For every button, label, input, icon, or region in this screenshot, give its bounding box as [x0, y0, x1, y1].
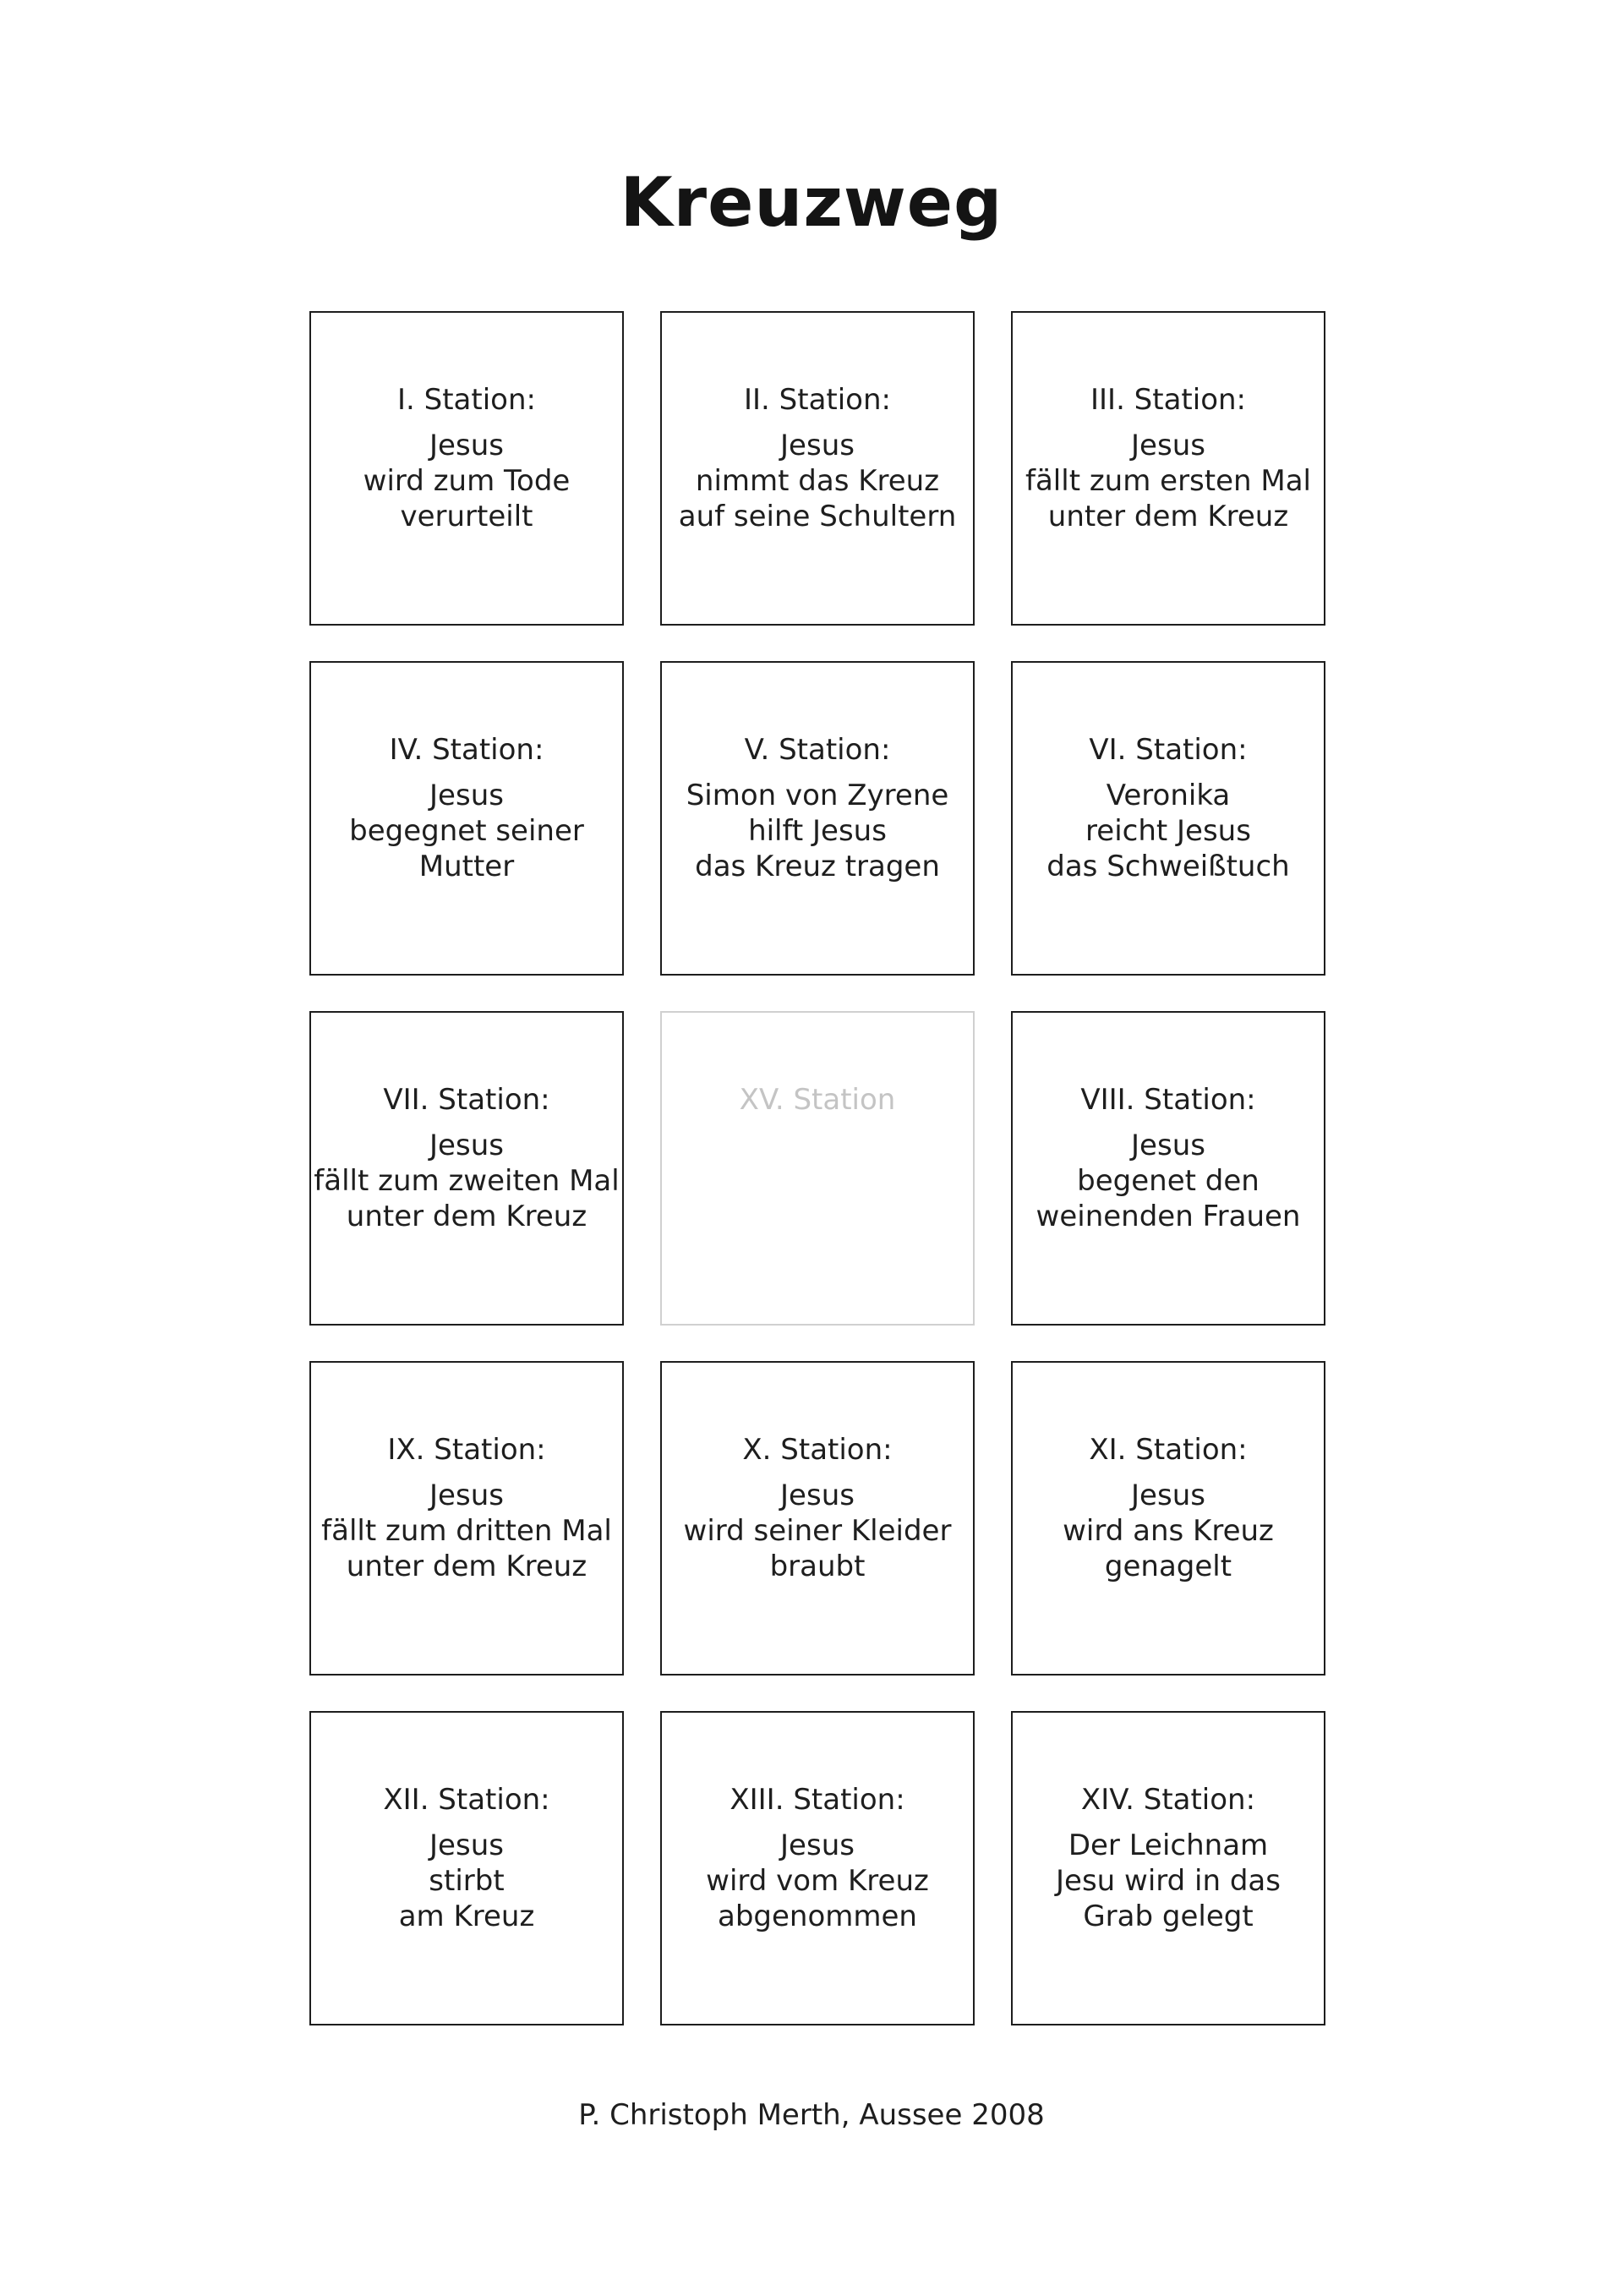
- station-text-line: Simon von Zyrene: [686, 779, 949, 812]
- station-text-line: begenet den: [1077, 1164, 1260, 1198]
- station-text-line: unter dem Kreuz: [1047, 500, 1289, 533]
- station-label: X. Station:: [742, 1433, 893, 1467]
- station-text-line: Grab gelegt: [1083, 1900, 1254, 1933]
- station-text-line: Jesus: [429, 1829, 504, 1862]
- station-text-line: Veronika: [1106, 779, 1231, 812]
- station-text-line: unter dem Kreuz: [346, 1550, 587, 1583]
- station-text-line: unter dem Kreuz: [346, 1200, 587, 1233]
- station-text-line: stirbt: [429, 1864, 505, 1898]
- station-text-line: am Kreuz: [398, 1900, 535, 1933]
- station-label: VIII. Station:: [1080, 1083, 1256, 1117]
- station-text-line: wird vom Kreuz: [706, 1864, 929, 1898]
- station-text-line: Jesus: [429, 1129, 504, 1162]
- station-text-line: braubt: [769, 1550, 866, 1583]
- station-text-line: wird seiner Kleider: [683, 1514, 952, 1548]
- station-label: I. Station:: [397, 383, 536, 417]
- station-text-line: Jesu wird in das: [1056, 1864, 1281, 1898]
- station-text-line: Mutter: [418, 850, 515, 883]
- station-card-6: [1011, 661, 1325, 976]
- station-label: V. Station:: [744, 733, 891, 767]
- station-text-line: fällt zum dritten Mal: [321, 1514, 612, 1548]
- station-card-4: [309, 661, 624, 976]
- station-card-8: [1011, 1011, 1325, 1326]
- station-text-line: fällt zum zweiten Mal: [314, 1164, 620, 1198]
- stations-grid: [309, 311, 1325, 2025]
- station-card-11: [1011, 1361, 1325, 1676]
- station-text-line: Jesus: [429, 429, 504, 462]
- station-card-5: [660, 661, 975, 976]
- station-text-line: Jesus: [429, 779, 504, 812]
- station-card-13: [660, 1711, 975, 2025]
- station-text-line: nimmt das Kreuz: [695, 464, 940, 498]
- station-text-line: Der Leichnam: [1068, 1829, 1269, 1862]
- station-text-line: Jesus: [1131, 1479, 1205, 1512]
- station-text-line: auf seine Schultern: [678, 500, 957, 533]
- station-label: VII. Station:: [383, 1083, 550, 1117]
- station-label: XII. Station:: [383, 1783, 550, 1817]
- station-card-14: [1011, 1711, 1325, 2025]
- station-text-line: das Schweißtuch: [1046, 850, 1290, 883]
- station-label: IX. Station:: [387, 1433, 546, 1467]
- station-label: XIII. Station:: [730, 1783, 905, 1817]
- station-text-line: reicht Jesus: [1085, 814, 1251, 848]
- station-card-3: [1011, 311, 1325, 626]
- station-text-line: Jesus: [780, 1829, 855, 1862]
- author-footer: P. Christoph Merth, Aussee 2008: [578, 2098, 1045, 2132]
- station-card-1: [309, 311, 624, 626]
- station-label: IV. Station:: [389, 733, 544, 767]
- station-label: II. Station:: [743, 383, 891, 417]
- station-card-12: [309, 1711, 624, 2025]
- station-card-9: [309, 1361, 624, 1676]
- station-text-line: Jesus: [1131, 429, 1205, 462]
- station-card-15: [660, 1011, 975, 1326]
- station-text-line: weinenden Frauen: [1036, 1200, 1301, 1233]
- station-text-line: fällt zum ersten Mal: [1025, 464, 1311, 498]
- station-label: XV. Station: [739, 1083, 896, 1117]
- station-text-line: verurteilt: [400, 500, 533, 533]
- station-label: XI. Station:: [1089, 1433, 1248, 1467]
- station-label: VI. Station:: [1089, 733, 1248, 767]
- station-text-line: begegnet seiner: [349, 814, 584, 848]
- station-card-7: [309, 1011, 624, 1326]
- station-text-line: Jesus: [780, 429, 855, 462]
- page-title: Kreuzweg: [620, 163, 1003, 242]
- station-label: III. Station:: [1090, 383, 1247, 417]
- station-card-2: [660, 311, 975, 626]
- station-text-line: abgenommen: [718, 1900, 917, 1933]
- station-text-line: wird zum Tode: [363, 464, 571, 498]
- station-text-line: das Kreuz tragen: [695, 850, 940, 883]
- station-text-line: Jesus: [429, 1479, 504, 1512]
- station-text-line: hilft Jesus: [748, 814, 887, 848]
- station-text-line: wird ans Kreuz: [1063, 1514, 1274, 1548]
- station-card-10: [660, 1361, 975, 1676]
- station-label: XIV. Station:: [1080, 1783, 1256, 1817]
- station-text-line: Jesus: [780, 1479, 855, 1512]
- station-text-line: Jesus: [1131, 1129, 1205, 1162]
- station-text-line: genagelt: [1104, 1550, 1232, 1583]
